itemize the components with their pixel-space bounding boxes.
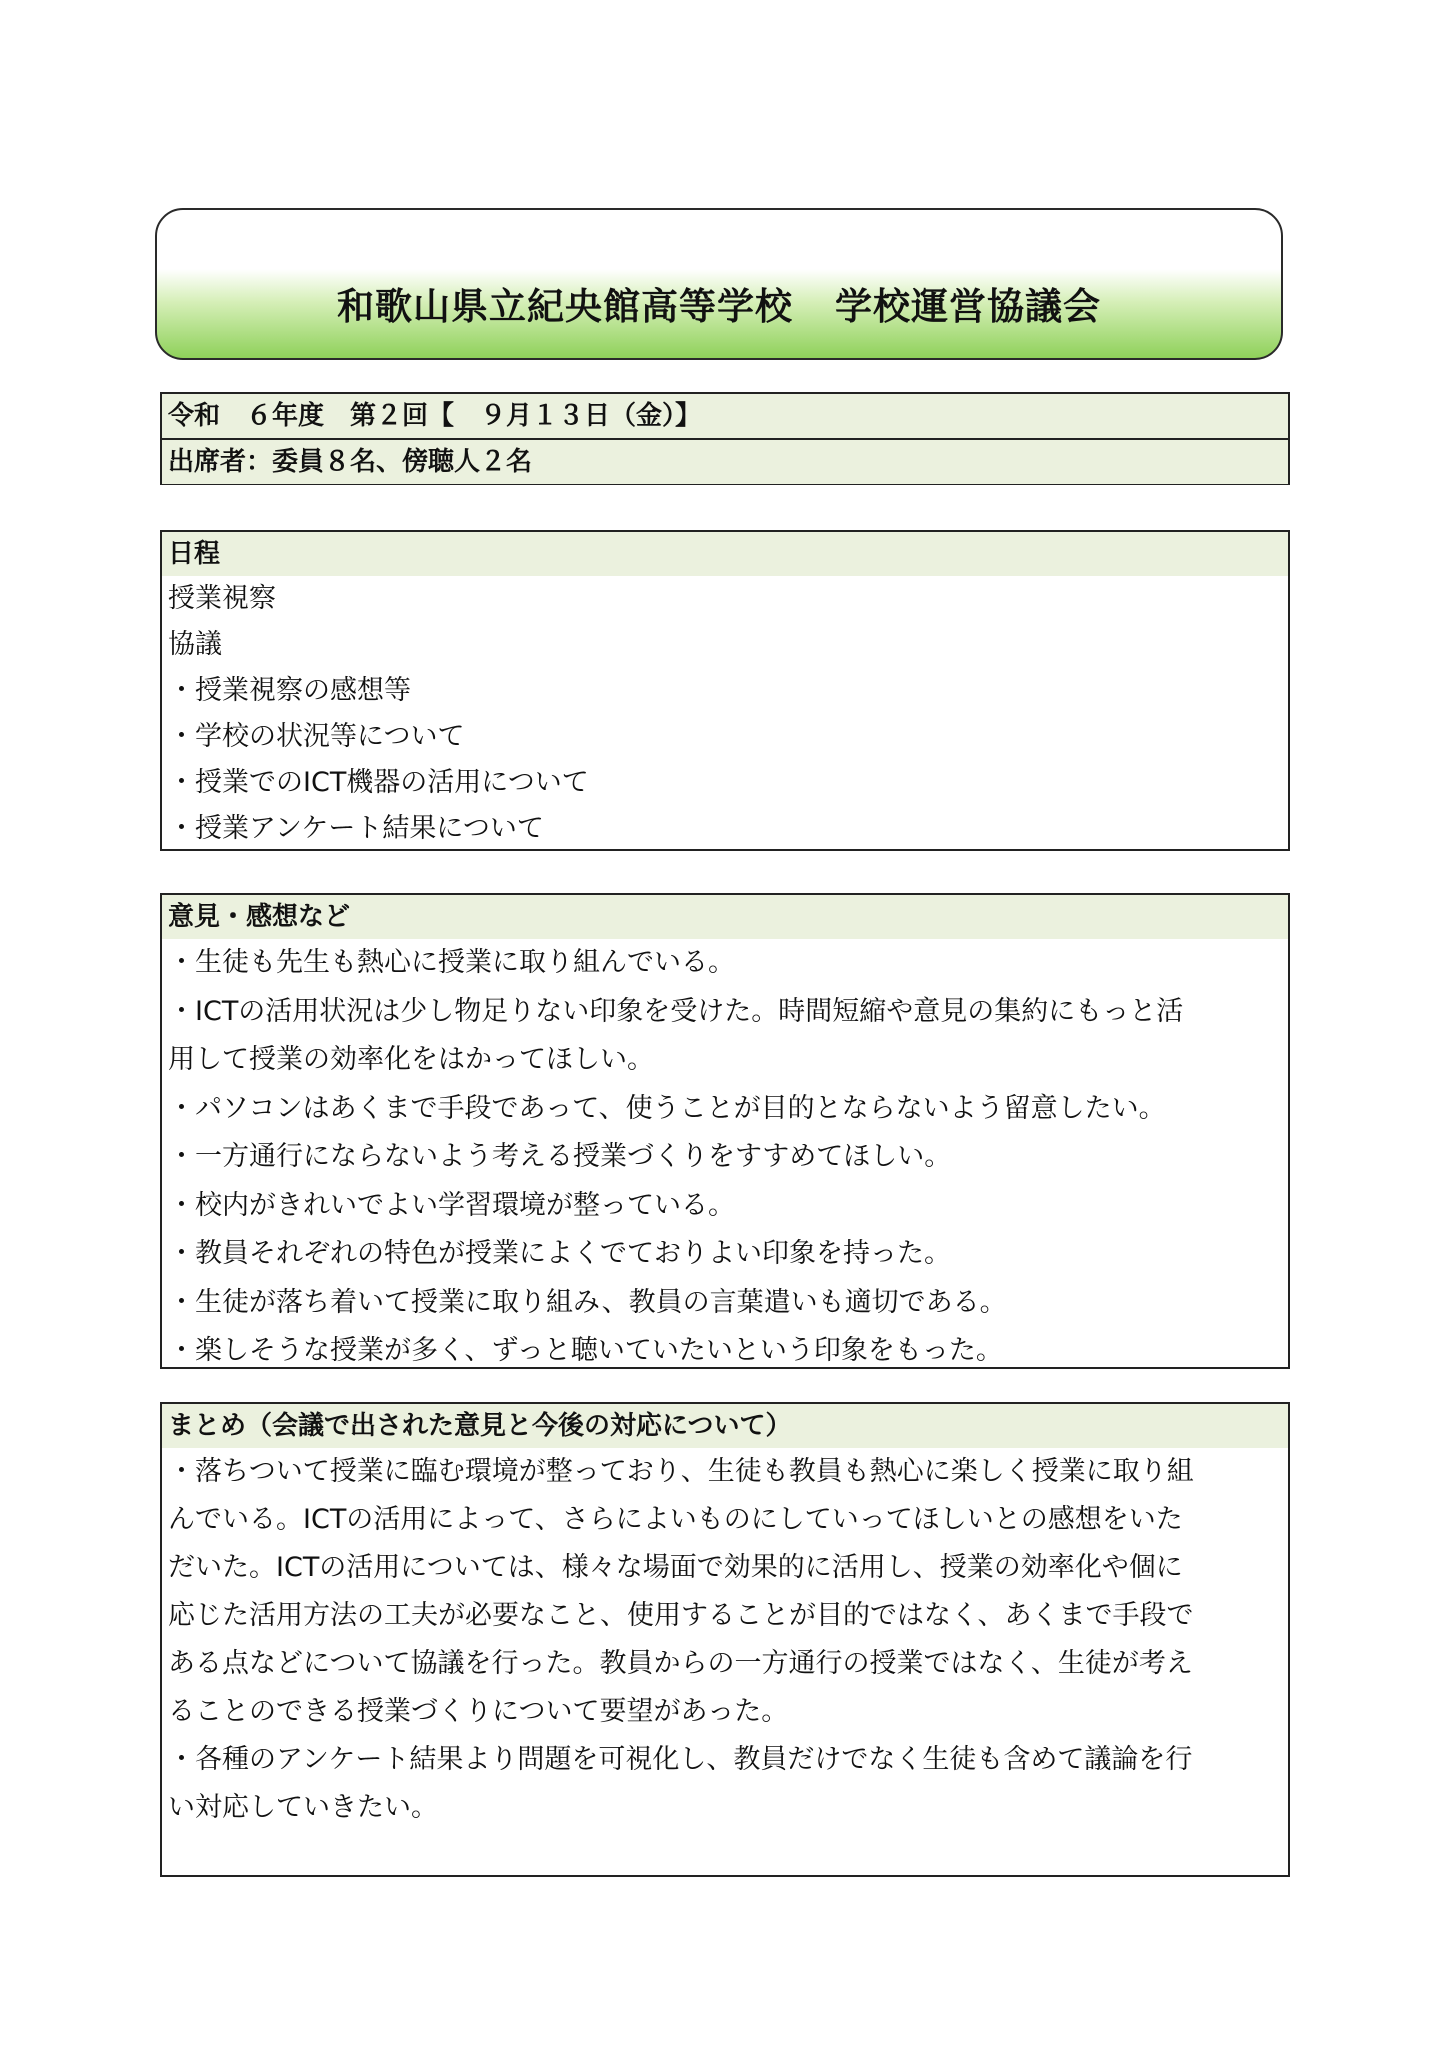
agenda-line: ・学校の状況等について xyxy=(168,721,465,752)
summary-line: ・落ちついて授業に臨む環境が整っており、生徒も教員も熱心に楽しく授業に取り組 xyxy=(168,1456,1194,1487)
opinion-line: ・一方通行にならないよう考える授業づくりをすすめてほしい。 xyxy=(168,1141,952,1172)
opinion-line: ・校内がきれいでよい学習環境が整っている。 xyxy=(168,1189,735,1221)
summary-section xyxy=(160,1402,1290,1877)
agenda-section xyxy=(160,530,1290,851)
council-name: 学校運営協議会 xyxy=(835,285,1101,328)
meeting-attendees: 出席者：委員８名、傍聴人２名 xyxy=(162,440,1288,484)
agenda-line: ・授業視察の感想等 xyxy=(168,675,411,706)
opinion-line: ・楽しそうな授業が多く、ずっと聴いていたいという印象をもった。 xyxy=(168,1335,1003,1366)
summary-line: い対応していきたい。 xyxy=(168,1792,438,1823)
agenda-heading: 日程 xyxy=(162,532,1288,576)
opinion-line: ・ICTの活用状況は少し物足りない印象を受けた。時間短縮や意見の集約にもっと活 xyxy=(168,995,1184,1027)
agenda-line: 協議 xyxy=(168,629,222,660)
summary-heading: まとめ（会議で出された意見と今後の対応について） xyxy=(162,1404,1288,1448)
summary-line: ることのできる授業づくりについて要望があった。 xyxy=(168,1696,789,1727)
opinion-line: ・パソコンはあくまで手段であって、使うことが目的とならないよう留意したい。 xyxy=(168,1092,1166,1124)
agenda-line: ・授業アンケート結果について xyxy=(168,813,544,844)
agenda-line: 授業視察 xyxy=(168,583,276,614)
school-name: 和歌山県立紀央館高等学校 xyxy=(337,285,793,328)
meeting-session: 令和 ６年度 第２回【 ９月１３日（金）】 xyxy=(162,394,1288,440)
meeting-info-box xyxy=(160,392,1290,485)
opinion-line: ・生徒も先生も熱心に授業に取り組んでいる。 xyxy=(168,947,735,978)
opinion-line: ・教員それぞれの特色が授業によくでておりよい印象を持った。 xyxy=(168,1238,951,1269)
opinion-line: ・生徒が落ち着いて授業に取り組み、教員の言葉遣いも適切である。 xyxy=(168,1286,1007,1318)
summary-line: 応じた活用方法の工夫が必要なこと、使用することが目的ではなく、あくまで手段で xyxy=(168,1600,1194,1631)
document-title-banner xyxy=(155,208,1283,360)
opinion-line: 用して授業の効率化をはかってほしい。 xyxy=(168,1044,654,1075)
summary-line: ・各種のアンケート結果より問題を可視化し、教員だけでなく生徒も含めて議論を行 xyxy=(168,1744,1193,1775)
summary-line: だいた。ICTの活用については、様々な場面で効果的に活用し、授業の効率化や個に xyxy=(168,1552,1183,1583)
document-title xyxy=(337,238,1101,330)
opinions-section xyxy=(160,893,1290,1369)
agenda-line: ・授業でのICT機器の活用について xyxy=(168,767,589,798)
summary-line: んでいる。ICTの活用によって、さらによいものにしていってほしいとの感想をいた xyxy=(168,1504,1183,1535)
opinions-heading: 意見・感想など xyxy=(162,895,1288,939)
summary-line: ある点などについて協議を行った。教員からの一方通行の授業ではなく、生徒が考え xyxy=(168,1648,1193,1679)
